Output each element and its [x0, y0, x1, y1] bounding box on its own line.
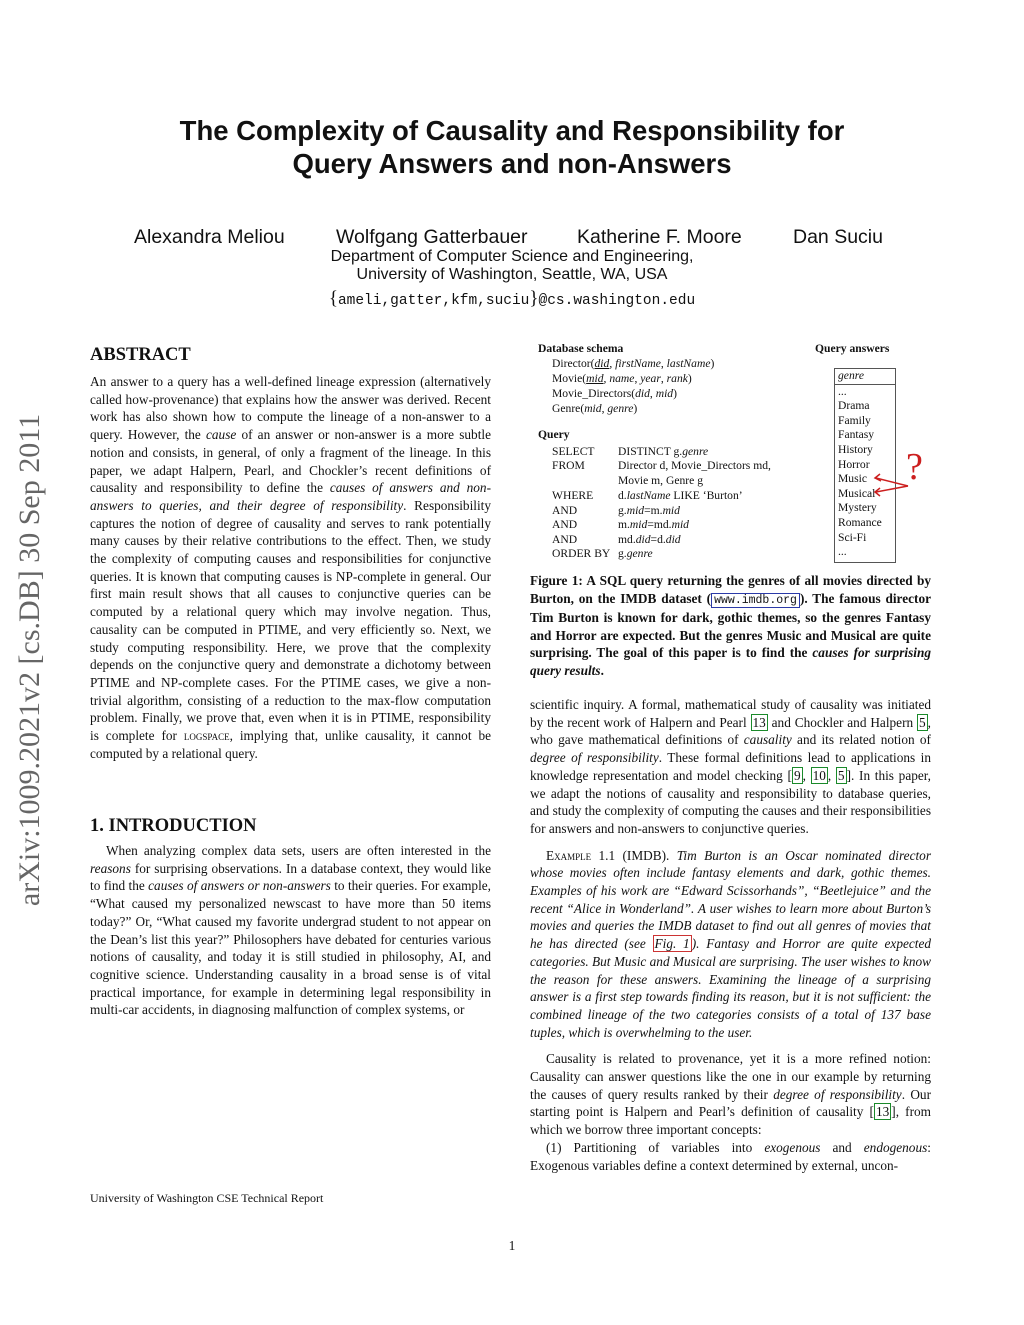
sql-order-by: ORDER BY [552, 547, 611, 560]
schema-movie: Movie(mid, name, year, rank) [552, 372, 692, 385]
arxiv-stamp [4, 360, 56, 960]
sql-from: FROM [552, 459, 585, 472]
abstract-body: An answer to a query has a well-defined lineage expression (alternatively called how-provenance) that explains how the answer was derived. Recent work has also shown how to compute the lineage of a non-answer to a query. However, the cause of an answer or non-answer is a more subtle notion and consists, in general, of only a fragment of the lineage. In this paper, we adapt Halpern, Pearl, and Chockler’s recent definitions of causality and responsibility to define the causes of answers and non-answers to queries, and their degree of responsibility. Responsibility captures the notion of degree of causality and serves to rank potentially many causes by their relative contributions to the effect. Then, we study the complexity of computing causes and responsibilities for conjunctive queries. It is known that computing causes is NP-complete in general. Our first main result shows that all causes to conjunctive queries can be computed by a relational query which may involve negation. Thus, causality can be computed in PTIME, and very efficiently so. Next, we study computing responsibility. Here, we prove that the complexity depends on the conjunctive query and demonstrate a dichotomy between PTIME and NP-complete cases. For the PTIME cases, we give a non-trivial algorithm, consisting of a reduction to the max-flow computation problem. Finally, we prove that, even when it is in PTIME, responsibility is complete for logspace, implying that, unlike causality, it cannot be computed by a relational query. [90, 374, 492, 761]
answer-row: History [838, 442, 873, 456]
answer-row: Fantasy [838, 428, 875, 442]
sql-and-2: AND [552, 518, 578, 531]
query-heading: Query [538, 428, 570, 441]
schema-movie-directors: Movie_Directors(did, mid) [552, 387, 677, 400]
sql-select-clause: DISTINCT g.genre [618, 445, 709, 458]
citation-link[interactable]: 5 [837, 767, 845, 783]
sql-where: WHERE [552, 489, 594, 502]
answer-row: ... [838, 545, 847, 559]
footer-note: University of Washington CSE Technical Report [90, 1191, 324, 1205]
sql-and-clause-3: md.did=d.did [618, 533, 681, 546]
citation-link[interactable]: 10 [812, 767, 826, 783]
author-4: Dan Suciu [793, 226, 883, 248]
answer-row: Musical [838, 486, 876, 500]
answers-column-header: genre [835, 369, 895, 385]
caption-emphasis: causes for surprising query results [530, 645, 931, 678]
answer-row: Drama [838, 399, 870, 413]
surprise-arrows-icon [870, 470, 910, 506]
schema-heading: Database schema [538, 342, 624, 355]
email-domain: @cs.washington.edu [538, 293, 696, 309]
sql-select: SELECT [552, 445, 595, 458]
figure-caption [530, 572, 931, 680]
abstract-heading: ABSTRACT [90, 345, 191, 365]
figure-link[interactable]: Fig. 1 [654, 936, 690, 952]
intro-body: When analyzing complex data sets, users are often interested in the reasons for surprising observations. In a database context, they would like to find the causes of answers or non-answers to their queries. For example, “What caused my personalized newscast to have more than 50 items today?” Or, “What caused my favorite undergrad student to not appear on the Dean’s list this year?” Philosophers have debated for centuries various notions of causality, and today it is still studied in philosophy, AI, and cognitive science. Understanding causality in a broad sense is of vital practical importance, for example in determining legal responsibility in multi-car accidents, in diagnosing malfunction of complex systems, or [90, 843, 492, 1018]
question-mark: ? [906, 446, 923, 488]
answer-row: Romance [838, 515, 882, 529]
caption-end: . [600, 662, 604, 678]
answer-row: Mystery [838, 501, 877, 515]
author-1: Alexandra Meliou [134, 226, 285, 248]
intro-heading: 1. INTRODUCTION [90, 816, 257, 836]
sql-order-clause: g.genre [618, 547, 653, 560]
answer-row: Sci-Fi [838, 530, 867, 544]
caption-text-2: ). The famous director Tim Burton is known for dark, gothic themes, so the genres Fantasy and Horror are expected. But the genres Music and Musical are quite surprising. The goal of this paper is to find the [530, 590, 931, 661]
schema-director: Director(did, firstName, lastName) [552, 357, 715, 370]
sql-from-clause-2: Movie m, Genre g [618, 474, 704, 487]
email-users: ameli,gatter,kfm,suciu [337, 293, 530, 309]
sql-and-1: AND [552, 504, 578, 517]
answers-heading: Query answers [815, 342, 890, 355]
schema-genre: Genre(mid, genre) [552, 402, 638, 415]
caption-text: Figure 1: A SQL query returning the genres of all movies directed by Burton, on the IMDB dataset ( [530, 573, 931, 606]
citation-link[interactable]: 9 [793, 767, 801, 783]
title-line-1: The Complexity of Causality and Responsibility for [179, 115, 845, 146]
imdb-link[interactable]: www.imdb.org [711, 593, 800, 608]
answer-row: Family [838, 413, 871, 427]
affiliation-line-2: University of Washington, Seattle, WA, USA [356, 266, 668, 283]
email-address: {ameli,gatter,kfm,suciu}@cs.washington.edu [328, 288, 696, 309]
answer-row: Music [838, 472, 867, 486]
sql-from-clause-1: Director d, Movie_Directors md, [618, 459, 771, 472]
citation-link[interactable]: 13 [752, 714, 766, 730]
citation-link[interactable]: 13 [875, 1104, 890, 1120]
arxiv-id: arXiv:1009.2021v2 [cs.DB] 30 Sep 2011 [13, 413, 46, 907]
author-3: Katherine F. Moore [577, 226, 742, 248]
paper-title [0, 114, 1024, 180]
figure-1 [530, 342, 930, 567]
answer-row: Horror [838, 457, 870, 471]
title-line-2: Query Answers and non-Answers [292, 148, 732, 179]
answer-row: ... [838, 384, 847, 398]
answers-table [834, 368, 896, 563]
author-2: Wolfgang Gatterbauer [336, 226, 528, 248]
sql-and-clause-2: m.mid=md.mid [618, 518, 689, 531]
sql-where-clause: d.lastName LIKE ‘Burton’ [618, 489, 743, 502]
sql-and-clause-1: g.mid=m.mid [618, 504, 680, 517]
citation-link[interactable]: 5 [919, 714, 926, 730]
sql-and-3: AND [552, 533, 578, 546]
affiliation-line-1: Department of Computer Science and Engineering, [330, 248, 694, 265]
right-column-text: scientific inquiry. A formal, mathematical study of causality was initiated by the recent work of Halpern and Pearl 13 and Chockler and Halpern 5 , who gave mathematical definitions of causality and its related notion of degree of responsibility. These formal definitions lead to applications in knowledge representation and model checking [ 9 , 10 , 5 ]. In this paper, we adapt the notions of causality and responsibility to database queries, and study the complexity of computing the causes and their responsibilities for answers and non-answers to conjunctive queries. Example 1.1 (IMDB). Tim Burton is an Oscar nominated director whose movies often include fantasy elements and dark, gothic themes. Examples of his work are “Edward Scissorhands”, “Beetlejuice” and the recent “Alice in Wonderland”. A user wishes to learn more about Burton’s movies and queries the IMDB dataset to find out all genres of movies that he has directed (see Fig. 1 ). Fantasy and Horror are quite expected categories. But Music and Musical are surprising. The user wishes to know the reason for these answers. Examining the lineage of a surprising answer is a first step towards finding its reason, but it is not sufficient: the combined lineage of the two categories consists of a total of 137 base tuples, which is overwhelming to the user. Causality is related to provenance, yet it is a more refined notion: Causality can answer questions like the one in our example by returning the causes of query results ranked by their degree of responsibility. Our starting point is Halpern and Pearl’s definition of causality [ 13 ], from which we borrow three important concepts: (1) Partitioning of variables into exogenous and endogenous: Exogenous variables define a context determined by external, uncon- [530, 697, 932, 1173]
page-number: 1 [508, 1238, 516, 1253]
